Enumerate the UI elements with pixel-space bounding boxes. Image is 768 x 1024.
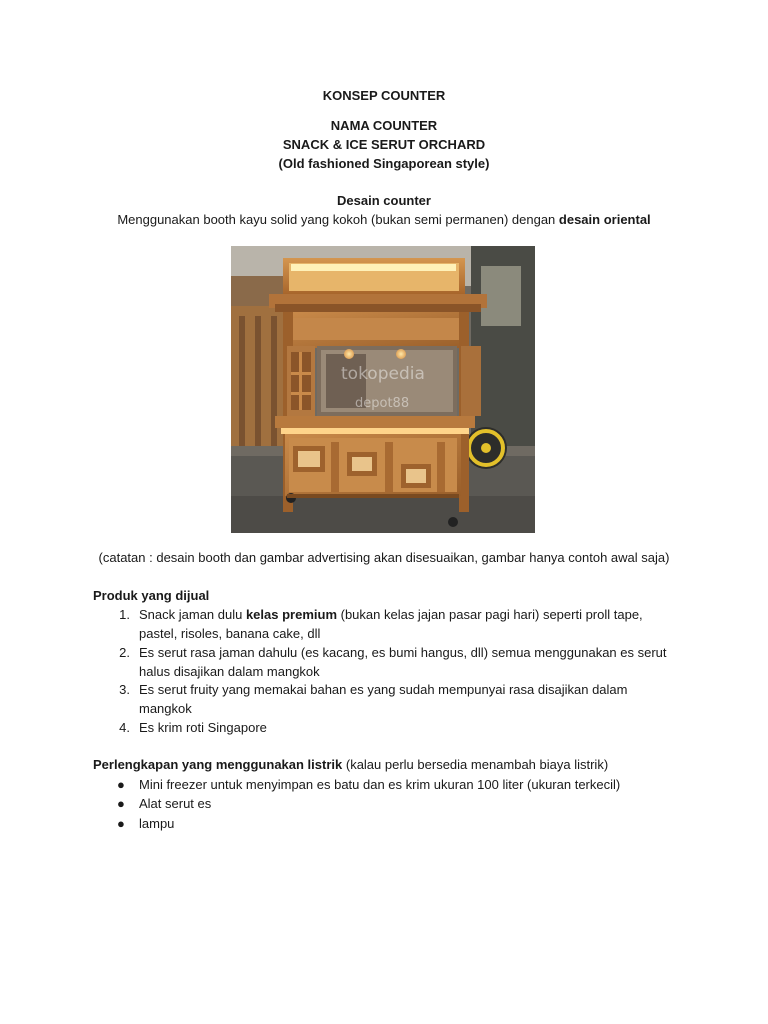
list-item bbox=[139, 643, 679, 681]
style-note: (Old fashioned Singaporean style) bbox=[278, 156, 490, 171]
list-item-text: Es serut rasa jaman dahulu (es kacang, es bumi hangus, dll) semua menggunakan es serut bbox=[139, 645, 667, 660]
document-title: KONSEP COUNTER bbox=[322, 88, 446, 103]
name-heading: NAMA COUNTER bbox=[330, 118, 438, 133]
list-item-text: pastel, risoles, banana cake, dll bbox=[139, 626, 321, 641]
bullet-icon: ● bbox=[117, 777, 125, 792]
list-number: 3. bbox=[119, 682, 130, 697]
list-item bbox=[139, 718, 679, 737]
list-item-text: mangkok bbox=[139, 701, 192, 716]
photo-caption: (catatan : desain booth dan gambar advertising akan disesuaikan, gambar hanya contoh awal saja) bbox=[98, 550, 670, 565]
equipment-heading bbox=[93, 755, 608, 774]
bullet-item: Alat serut es bbox=[139, 796, 212, 811]
booth-illustration bbox=[231, 246, 535, 533]
list-item-text: Snack jaman dulu bbox=[139, 607, 246, 622]
list-number: 2. bbox=[119, 645, 130, 660]
design-description bbox=[0, 210, 768, 229]
bullet-icon: ● bbox=[117, 796, 125, 811]
counter-name: SNACK & ICE SERUT ORCHARD bbox=[282, 137, 486, 152]
list-item-bold: kelas premium bbox=[245, 607, 337, 622]
design-heading: Desain counter bbox=[337, 193, 431, 208]
bullet-item: lampu bbox=[139, 816, 175, 831]
booth-photo bbox=[231, 246, 535, 533]
list-item bbox=[139, 680, 679, 718]
list-item-text: Es serut fruity yang memakai bahan es yang sudah mempunyai rasa disajikan dalam bbox=[139, 682, 628, 697]
bullet-item: Mini freezer untuk menyimpan es batu dan es krim ukuran 100 liter (ukuran terkecil) bbox=[139, 777, 621, 792]
list-number: 4. bbox=[119, 720, 130, 735]
watermark-tokopedia: tokopedia bbox=[341, 364, 425, 384]
list-number: 1. bbox=[119, 607, 130, 622]
list-item-text: (bukan kelas jajan pasar pagi hari) seperti proll tape, bbox=[337, 607, 643, 622]
equipment-heading-bold: Perlengkapan yang menggunakan listrik bbox=[93, 757, 343, 772]
design-text-bold: desain oriental bbox=[558, 212, 651, 227]
bullet-icon: ● bbox=[117, 816, 125, 831]
list-item bbox=[139, 605, 679, 643]
design-text: Menggunakan booth kayu solid yang kokoh (bukan semi permanen) dengan bbox=[117, 212, 559, 227]
equipment-heading-note: (kalau perlu bersedia menambah biaya listrik) bbox=[342, 757, 609, 772]
list-item-text: halus disajikan dalam mangkok bbox=[139, 664, 320, 679]
products-heading: Produk yang dijual bbox=[93, 588, 210, 603]
watermark-depot: depot88 bbox=[355, 396, 410, 411]
list-item-text: Es krim roti Singapore bbox=[139, 720, 267, 735]
